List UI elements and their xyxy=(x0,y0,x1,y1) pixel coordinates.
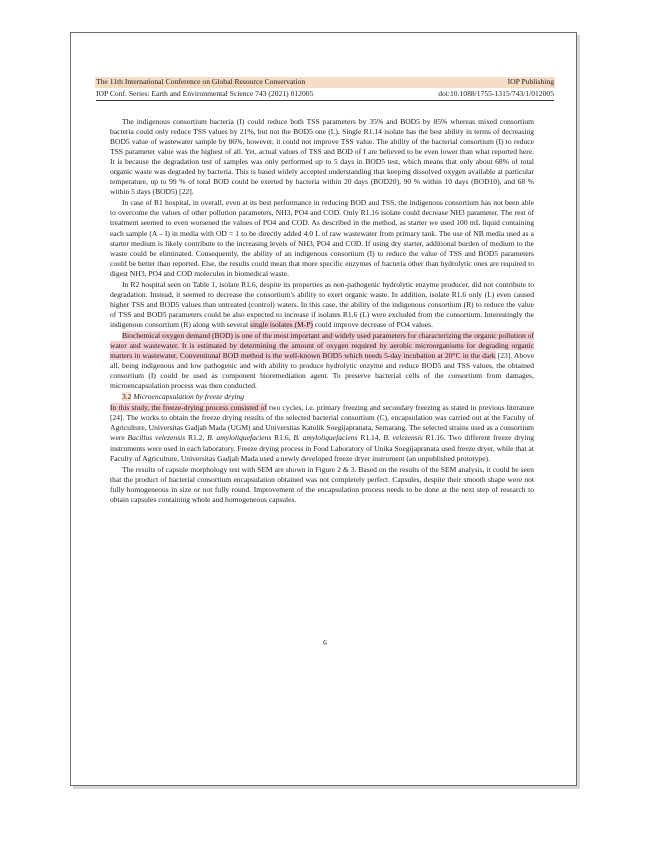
highlighted-isolates: single isolates (M-P) xyxy=(250,319,313,329)
header-rule xyxy=(96,100,554,101)
paragraph-freeze-drying xyxy=(110,403,534,463)
conference-title: The 11th International Conference on Global Resource Conservation xyxy=(96,77,306,86)
highlighted-freeze-drying: In this study, the freeze-drying process consisted of xyxy=(110,403,267,413)
doi-text: doi:10.1088/1755-1315/743/1/012005 xyxy=(438,89,554,98)
paragraph-consortium-results: The indigenous consortium bacteria (I) could reduce both TSS parameters by 35% and BOD5 by 85% whereas mixed consortium bacteria could only reduce TSS values by 21%, but not the BOD5 one (L). Single R1.14 isolate has the best ability in terms of decreasing BOD5 value of wastewater sample by 86%, however, it could not improve TSS value. The ability of the bacterial consortium (I) to reduce TSS parameter value was the highest of all. Yet, actual values of TSS and BOD of I are believed to be even lower than what reported here. It is because the degradation test of samples was only performed up to 5 days in BOD5 test, which means that only about 68% of total organic waste was degraded by bacteria. This is based widely accepted understanding that keeping dissolved oxygen available at particular temperature, up to 99 % of total BOD could be exerted by bacteria within 20 days (BOD20), 90 % within 10 days (BOD10), and 68 % within 5 days (BOD5) [22]. xyxy=(110,117,534,197)
species-name: B. amyloliquefaciens xyxy=(207,433,272,443)
section-number: 3.2 xyxy=(122,392,132,402)
freeze-text-a: two cycles, i.e. primary freezing and secondary freezing as stated in previous literature [24]. The works to obtain the freeze drying results of the selected bacterial consortium (C), encapsulation was carried out at the Faculty of Agriculture, Universitas Gadjah Mada (UGM) and Universitas Katolik Soegijapranata, Semarang. The selected strains used as a consortium were xyxy=(110,403,534,443)
paragraph-r2-hospital xyxy=(110,280,534,330)
freeze-text-b: R1.2, xyxy=(185,433,208,443)
section-heading xyxy=(110,392,534,402)
publisher-name: IOP Publishing xyxy=(507,77,554,86)
section-title: Microencapsulation by freeze drying xyxy=(133,392,245,402)
page-number: 6 xyxy=(323,638,327,647)
bod-rest: [23]. Above all, being indigenous and low pathogenic and with ability to produce hydrolytic enzyme and reduce BOD5 and TSS values, the obtained consortium (I) could be used as component bioremediation agent. To preserve bacterial cells of the consortium from damages, microencapsulation process was then conducted. xyxy=(110,351,534,391)
series-info: IOP Conf. Series: Earth and Environmental Science 743 (2021) 012005 xyxy=(96,89,314,98)
species-name: B. velezensis xyxy=(383,433,423,443)
paragraph-bod xyxy=(110,331,534,391)
citation-line xyxy=(96,89,554,99)
freeze-text-e: R1.16. Two different freeze drying instruments were used in each laboratory. Freeze drying process in Food Laboratory of Unika Soegijapranata used freeze dryer, while that at Faculty of Agriculture, Universitas Gadjah Mada used a newly developed freeze dryer instrument (an unpublished prototype). xyxy=(110,433,535,463)
r2-tail: could improve decrease of PO4 values. xyxy=(312,319,433,329)
freeze-text-d: R1.14, xyxy=(357,433,384,443)
running-header xyxy=(96,77,554,87)
paragraph-sem-results: The results of capsule morphology test with SEM are shown in Figure 2 & 3. Based on the results of the SEM analysis, it could be seen that the product of bacterial consortium encapsulation obtained was not completely perfect. Capsules, despite their smooth shape were not fully homogeneous in size or not fully round. Improvement of the encapsulation process needs to be done at the next step of research to obtain capsules containing whole and homogeneous capsules. xyxy=(110,464,534,504)
r2-text: In R2 hospital seen on Table 1, isolate R1.6, despite its properties as non-pathogenic hydrolytic enzyme producer, did not contribute to degradation. Instead, it seemed to decrease the consortium's ability to exert organic waste. In addition, isolate R1.6 only (L) even caused higher TSS and BOD5 values than untreated (control) waters. In this case, the ability of the indigenous consortium (R) to reduce the value of TSS and BOD5 parameters could be also expected to increase if isolates R1.6 (L) were excluded from the consortium. Interestingly the indigenous consortium (R) along with several xyxy=(110,279,534,329)
highlighted-bod-definition: Biochemical oxygen demand (BOD) is one of the most important and widely used parameters for characterizing the organic pollution of water and wastewater. It is estimated by determining the amount of oxygen required by aerobic microorganisms for degrading organic matters in wastewater. Conventional BOD method is the well-known BOD5 which needs 5-day incubation at 20°C in the dark xyxy=(110,330,534,361)
species-name: Bacillus velezensis xyxy=(127,433,186,443)
article-body xyxy=(110,117,534,506)
paragraph-r1-hospital: In case of R1 hospital, in overall, even at its best performance in reducing BOD and TSS, the indigenous consortium has not been able to overcome the values of other pollution parameters, NH3, PO4 and COD. Only R1.16 isolate could decrease NH3 parameter. The rest of treatment seemed to even worsened the values of PO4 and COD. As described in the method, as starter we used 100 mL liquid containing each sample (A – I) in media with OD = 1 to be directly added 4.0 L of raw wastewater from primary tank. The use of NB media used as a starter medium is likely contribute to the increasing levels of NH3, PO4 and COD. If using dry starter, additional burden of medium to the waste could be eliminated. Consequently, the ability of an indigenous consortium (I) to reduce the value of TSS and BOD5 parameters could be better than reported. Else, the results could mean that more specific enzymes of bacteria other than hydrolytic ones are required to digest NH3, PO4 and COD molecules in biomedical waste. xyxy=(110,198,534,278)
freeze-text-c: R1.6, xyxy=(271,433,294,443)
species-name: B. amyloliquefaciens xyxy=(293,433,358,443)
